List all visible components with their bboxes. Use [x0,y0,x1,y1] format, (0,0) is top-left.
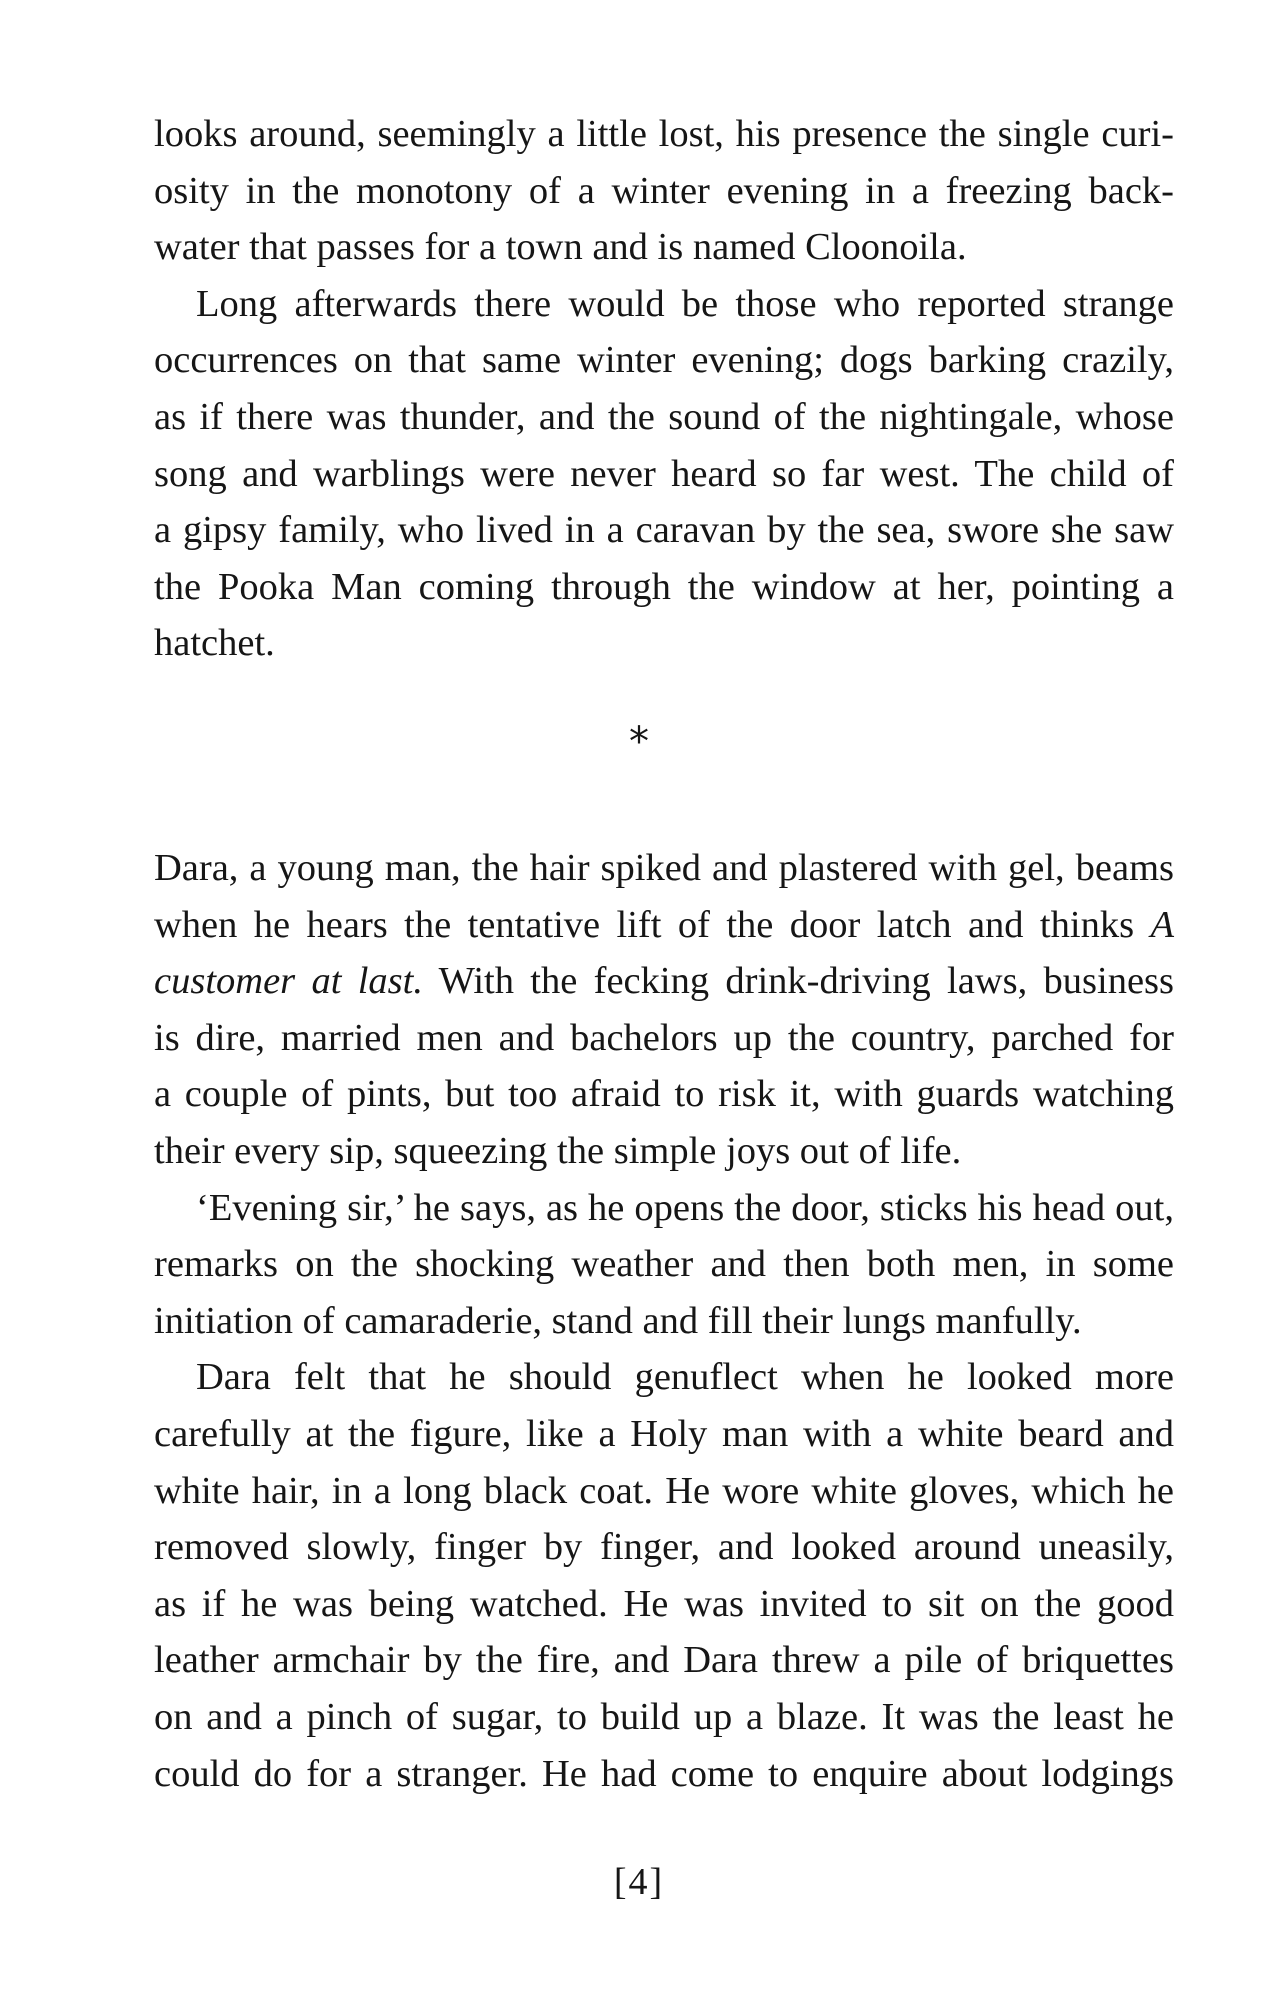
text-line: hatchet. [154,622,275,665]
text-line: osity in the monotony of a winter evening in a freezing back- [154,169,1174,212]
text-line: removed slowly, finger by finger, and looked around uneasily, [154,1526,1174,1569]
italic-text: A [1150,903,1174,946]
text-line: looks around, seemingly a little lost, his presence the single curi- [154,113,1174,155]
text-line [154,897,1174,954]
text-line: remarks on the shocking weather and then both men, in some [154,1243,1174,1286]
text-line: occurrences on that same winter evening; dogs barking crazily, [154,339,1174,382]
text-line: as if he was being watched. He was invited to sit on the good [154,1582,1174,1625]
text-block-top [154,106,1174,672]
section-break-asterisk: * [629,719,649,765]
text-line: a gipsy family, who lived in a caravan by the sea, swore she saw [154,509,1174,552]
text-line: Dara, a young man, the hair spiked and plastered with gel, beams [154,847,1174,889]
italic-text: customer at last. [154,960,423,1003]
text-line: ‘Evening sir,’ he says, as he opens the door, sticks his head out, [196,1186,1174,1229]
text-run: With the fecking drink-driving laws, business [422,960,1174,1003]
text-line: white hair, in a long black coat. He wore white gloves, which he [154,1469,1174,1512]
text-line: initiation of camaraderie, stand and fill their lungs manfully. [154,1299,1082,1342]
text-line: could do for a stranger. He had come to enquire about lodgings [154,1752,1174,1795]
text-line: as if there was thunder, and the sound of the nightingale, whose [154,395,1174,438]
text-line [154,953,1174,1010]
text-line: Long afterwards there would be those who reported strange [196,282,1174,325]
paragraph-5 [154,1349,1174,1802]
text-run: when he hears the tentative lift of the door latch and thinks [154,903,1151,946]
text-line: song and warblings were never heard so far west. The child of [154,452,1174,495]
text-line: Dara felt that he should genuflect when he looked more [196,1356,1174,1399]
paragraph-3 [154,840,1174,1180]
text-line: is dire, married men and bachelors up the country, parched for [154,1016,1174,1059]
paragraph-4 [154,1180,1174,1350]
text-line: carefully at the figure, like a Holy man with a white beard and [154,1412,1174,1455]
text-line: water that passes for a town and is named Cloonoila. [154,226,967,269]
text-line: their every sip, squeezing the simple joys out of life. [154,1129,962,1172]
text-line: leather armchair by the fire, and Dara threw a pile of briquettes [154,1639,1174,1682]
page-number: [4] [613,1861,665,1903]
paragraph-1 [154,106,1174,276]
text-line: the Pooka Man coming through the window at her, pointing a [154,565,1174,608]
text-line: on and a pinch of sugar, to build up a blaze. It was the least he [154,1695,1174,1738]
paragraph-2 [154,276,1174,672]
text-line: a couple of pints, but too afraid to risk it, with guards watching [154,1073,1174,1116]
text-block-bottom [154,840,1174,1802]
